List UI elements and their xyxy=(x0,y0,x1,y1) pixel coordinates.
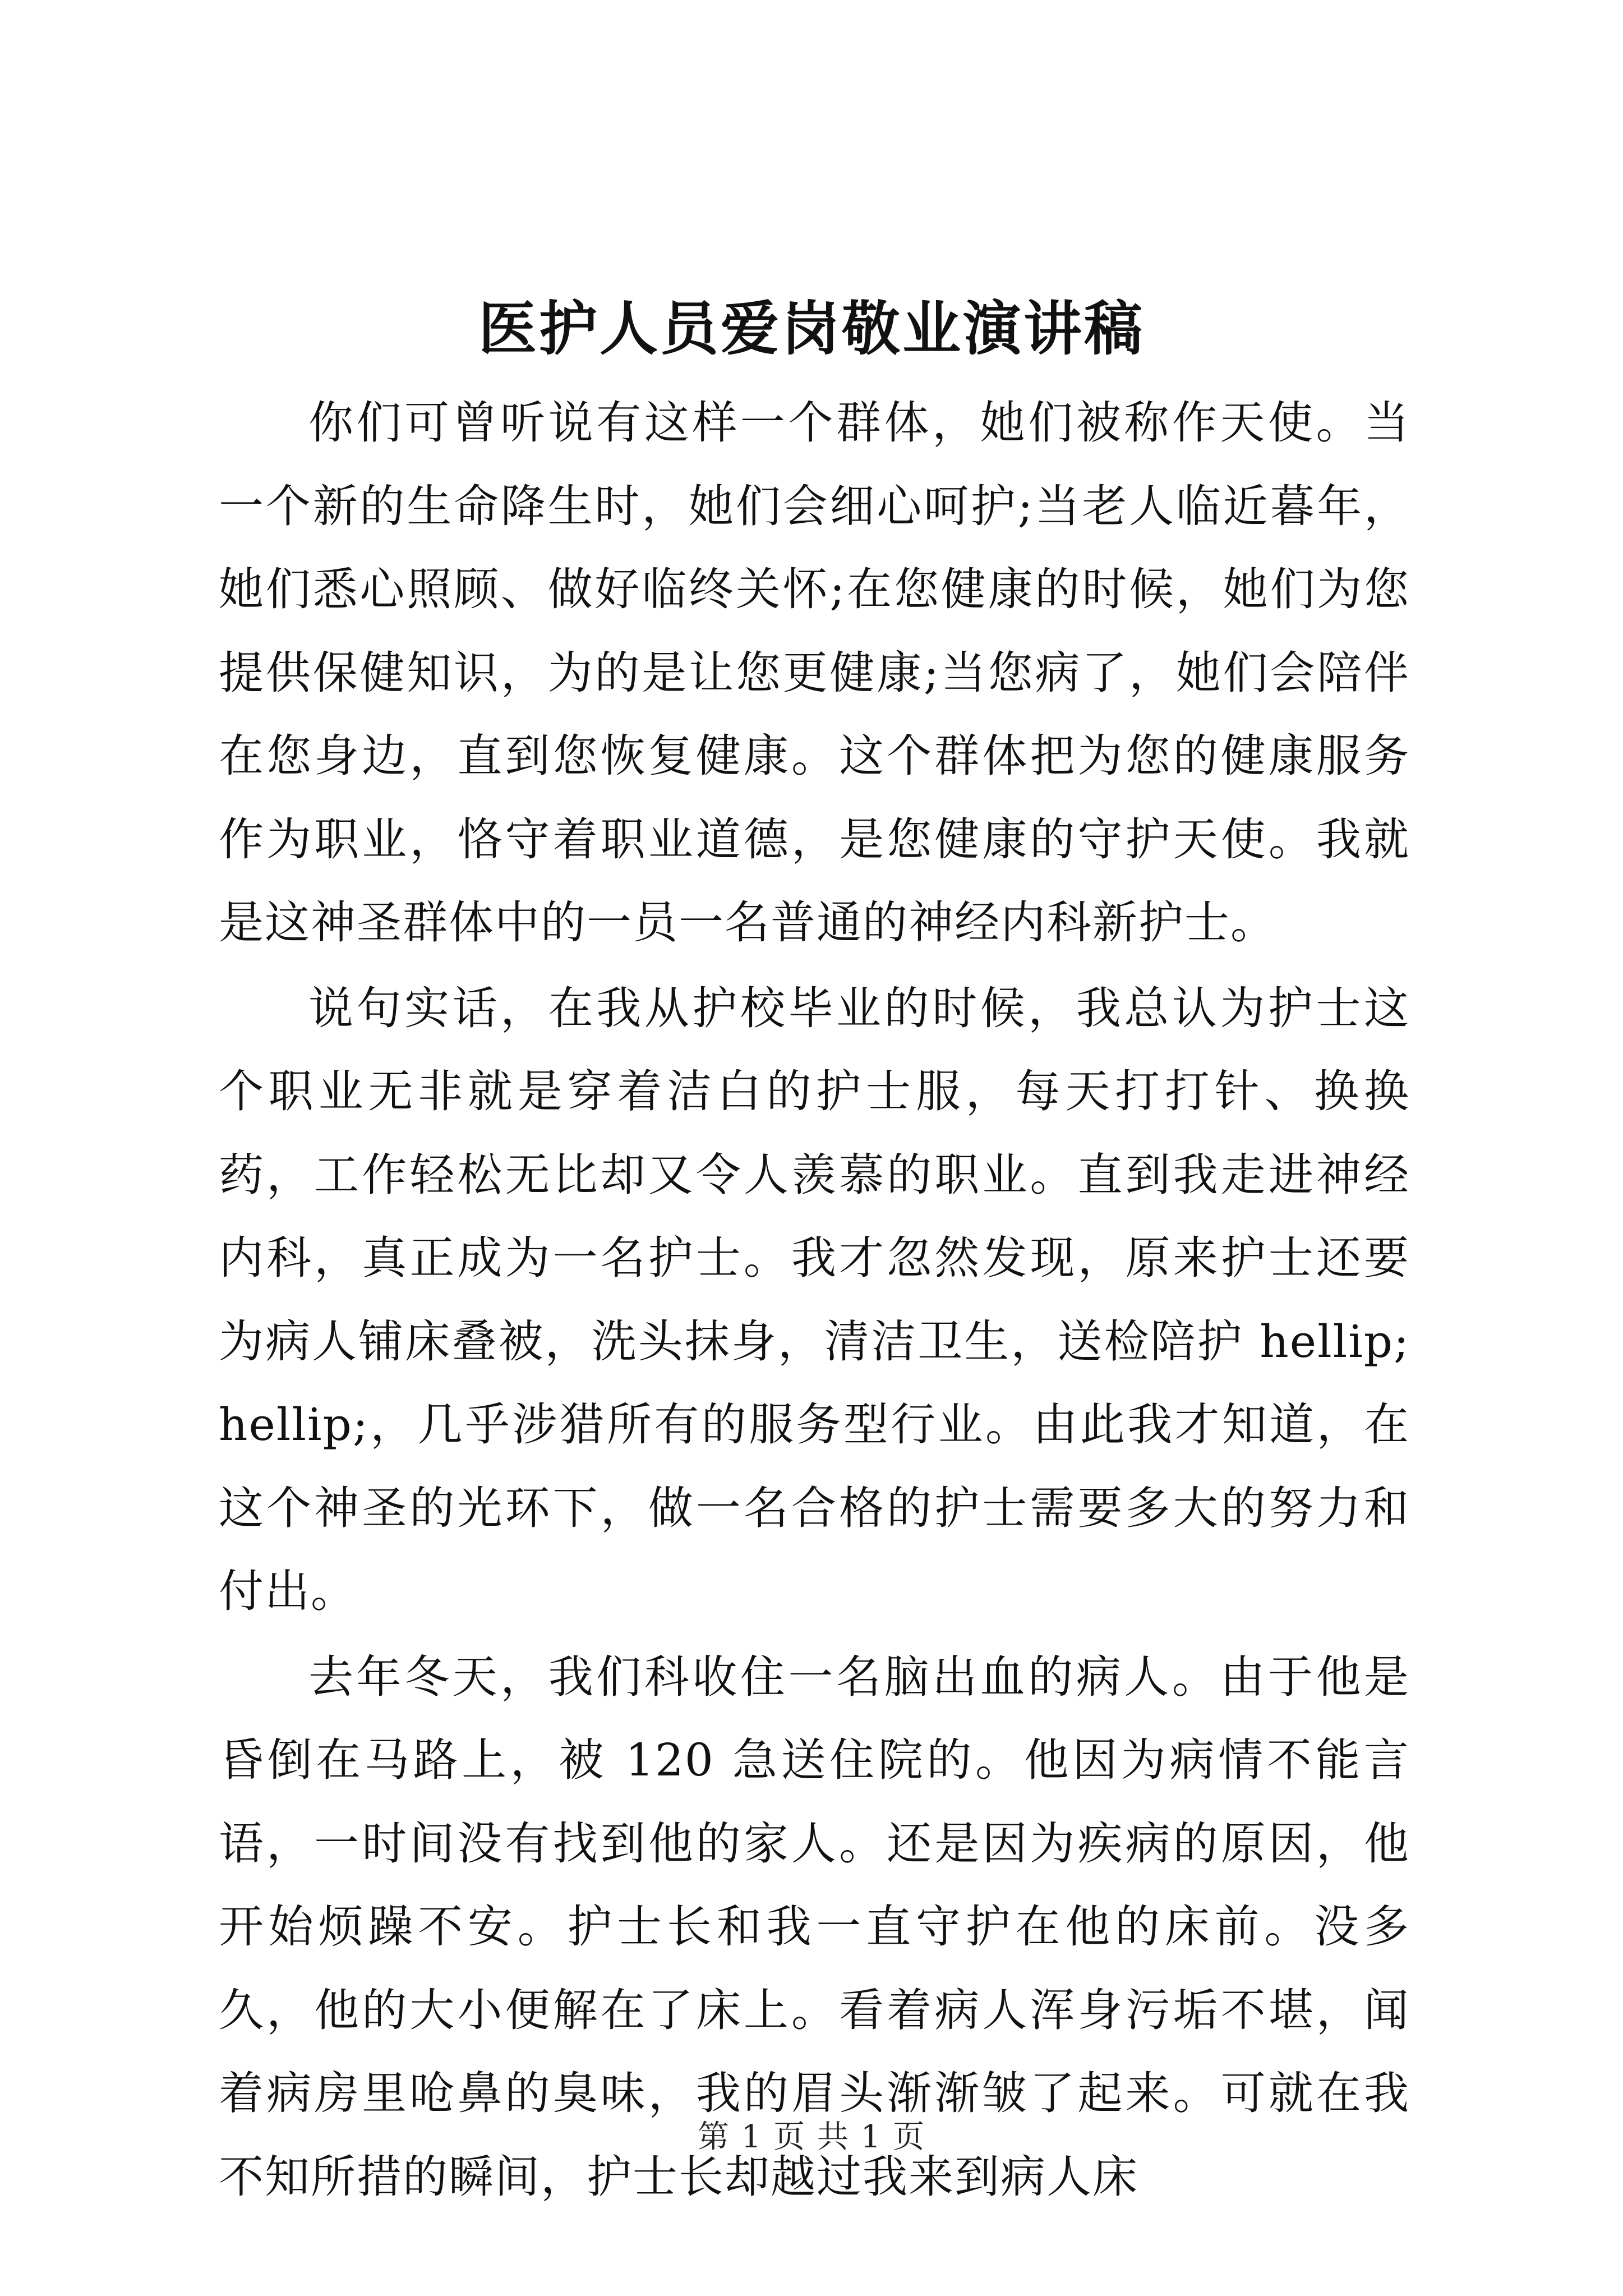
page-footer: 第 1 页 共 1 页 xyxy=(697,2119,926,2155)
paragraph-2: 说句实话，在我从护校毕业的时候，我总认为护士这个职业无非就是穿着洁白的护士服，每天打打针、换换药，工作轻松无比却又令人羡慕的职业。直到我走进神经内科，真正成为一名护士。我才忽然发现，原来护士还要为病人铺床叠被，洗头抹身，清洁卫生，送检陪护 hellip;hellip;，几乎涉猎所有的服务型行业。由此我才知道，在这个神圣的光环下，做一名合格的护士需要多大的努力和付出。 xyxy=(219,982,1410,1617)
paragraph-3: 去年冬天，我们科收住一名脑出血的病人。由于他是昏倒在马路上，被 120 急送住院的。他因为病情不能言语，一时间没有找到他的家人。还是因为疾病的原因，他开始烦躁不安。护士长和我一直守护在他的床前。没多久，他的大小便解在了床上。看着病人浑身污垢不堪，闻着病房里呛鼻的臭味，我的眉头渐渐皱了起来。可就在我不知所措的瞬间，护士长却越过我来到病人床 xyxy=(219,1650,1410,2203)
document-title: 医护人员爱岗敬业演讲稿 xyxy=(478,294,1145,363)
paragraph-1: 你们可曾听说有这样一个群体，她们被称作天使。当一个新的生命降生时，她们会细心呵护;当老人临近暮年，她们悉心照顾、做好临终关怀;在您健康的时候，她们为您提供保健知识，为的是让您更健康;当您病了，她们会陪伴在您身边，直到您恢复健康。这个群体把为您的健康服务作为职业，恪守着职业道德，是您健康的守护天使。我就是这神圣群体中的一员一名普通的神经内科新护士。 xyxy=(219,397,1410,949)
document-body xyxy=(219,381,1410,2221)
